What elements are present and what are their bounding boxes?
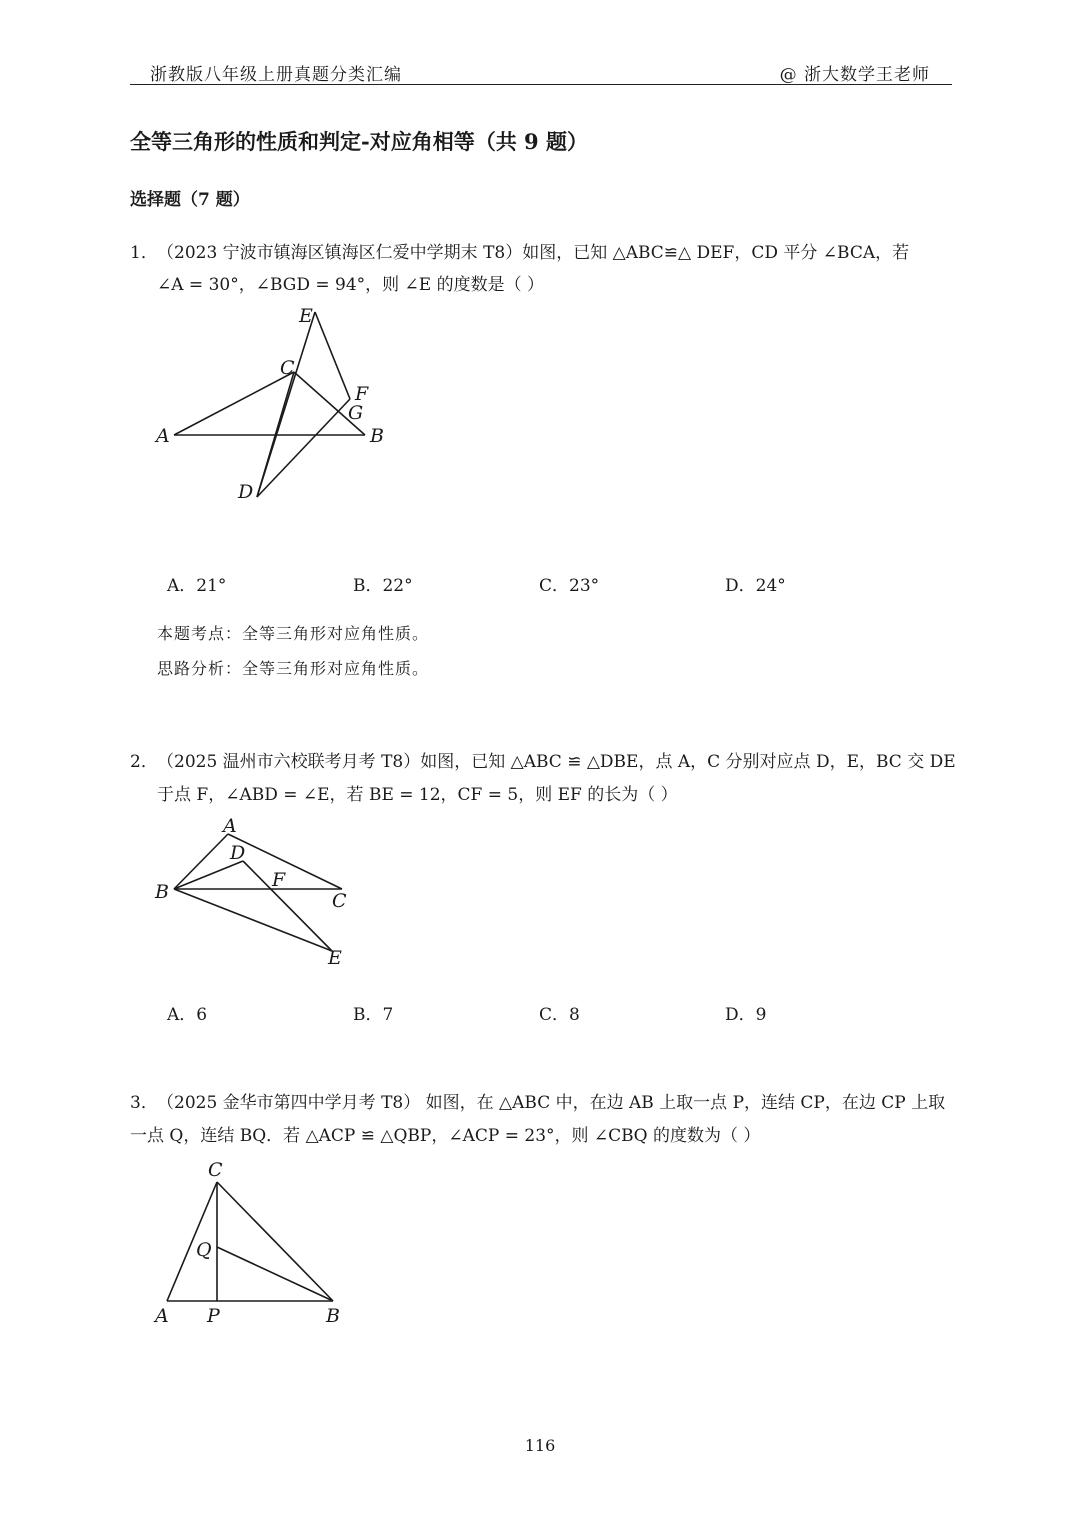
question-3-diagram xyxy=(150,1155,360,1330)
segment-CB xyxy=(217,1182,333,1301)
question-1-option-a: A．21° xyxy=(167,576,227,596)
question-3-number: 3． xyxy=(130,1093,158,1113)
label-A: A xyxy=(223,815,237,837)
question-2-line2: 于点 F，∠ABD = ∠E，若 BE = 12，CF = 5，则 EF 的长为（ ） xyxy=(157,785,678,805)
label-E: E xyxy=(328,947,342,969)
question-3-line1: （2025 金华市第四中学月考 T8） 如图，在 △ABC 中，在边 AB 上取一点 P，连结 CP，在边 CP 上取 xyxy=(157,1093,946,1113)
label-B: B xyxy=(370,425,384,447)
question-1-analysis: 思路分析：全等三角形对应角性质。 xyxy=(157,659,430,678)
label-Q: Q xyxy=(196,1239,212,1261)
question-2-line1: （2025 温州市六校联考月考 T8）如图，已知 △ABC ≌ △DBE，点 A，C 分别对应点 D，E，BC 交 DE xyxy=(157,752,956,772)
question-2-option-c: C．8 xyxy=(539,1005,580,1025)
question-1-option-d: D．24° xyxy=(725,576,786,596)
question-2-figure xyxy=(150,812,370,972)
header-left: 浙教版八年级上册真题分类汇编 xyxy=(150,65,402,85)
label-B: B xyxy=(155,881,169,903)
question-1-line1: （2023 宁波市镇海区镇海区仁爱中学期末 T8）如图，已知 △ABC≌△ DEF，CD 平分 ∠BCA，若 xyxy=(157,243,910,263)
segment-BA xyxy=(174,834,228,889)
question-2-number: 2． xyxy=(130,752,158,772)
question-3-figure xyxy=(150,1155,360,1330)
label-A: A xyxy=(156,425,170,447)
question-1-key-point: 本题考点：全等三角形对应角性质。 xyxy=(157,624,430,643)
label-E: E xyxy=(299,305,313,327)
question-2-option-a: A．6 xyxy=(167,1005,208,1025)
question-2-option-d: D．9 xyxy=(725,1005,767,1025)
label-C: C xyxy=(208,1159,223,1181)
label-A: A xyxy=(155,1305,169,1327)
question-3-line2: 一点 Q，连结 BQ．若 △ACP ≌ △QBP，∠ACP = 23°，则 ∠CBQ 的度数为（ ） xyxy=(130,1126,761,1146)
question-2-option-b: B．7 xyxy=(353,1005,394,1025)
question-1-diagram xyxy=(150,300,400,510)
label-G: G xyxy=(348,402,364,424)
header-right: @ 浙大数学王老师 xyxy=(779,65,930,85)
segment-DE xyxy=(243,861,332,951)
question-1-figure xyxy=(150,300,400,510)
header-divider xyxy=(130,84,952,85)
label-D: D xyxy=(238,481,254,503)
page-number: 116 xyxy=(524,1436,556,1455)
question-1-line2: ∠A = 30°，∠BGD = 94°，则 ∠E 的度数是（ ） xyxy=(157,275,545,295)
label-C: C xyxy=(332,890,347,912)
question-1-option-c: C．23° xyxy=(539,576,600,596)
question-1-number: 1． xyxy=(130,243,158,263)
segment-QB xyxy=(217,1247,333,1301)
segment-AC xyxy=(174,372,294,435)
section-heading: 选择题（7 题） xyxy=(130,190,250,210)
segment-BE xyxy=(174,889,332,951)
segment-FE xyxy=(315,312,350,399)
label-B: B xyxy=(326,1305,340,1327)
label-F: F xyxy=(355,383,369,405)
segment-ED xyxy=(257,312,315,497)
label-C: C xyxy=(280,357,295,379)
label-F: F xyxy=(272,869,286,891)
label-P: P xyxy=(207,1305,220,1327)
question-2-diagram xyxy=(150,812,370,972)
page-title: 全等三角形的性质和判定-对应角相等（共 9 题） xyxy=(130,129,588,154)
label-D: D xyxy=(230,842,246,864)
segment-BD xyxy=(174,861,243,889)
question-1-option-b: B．22° xyxy=(353,576,413,596)
